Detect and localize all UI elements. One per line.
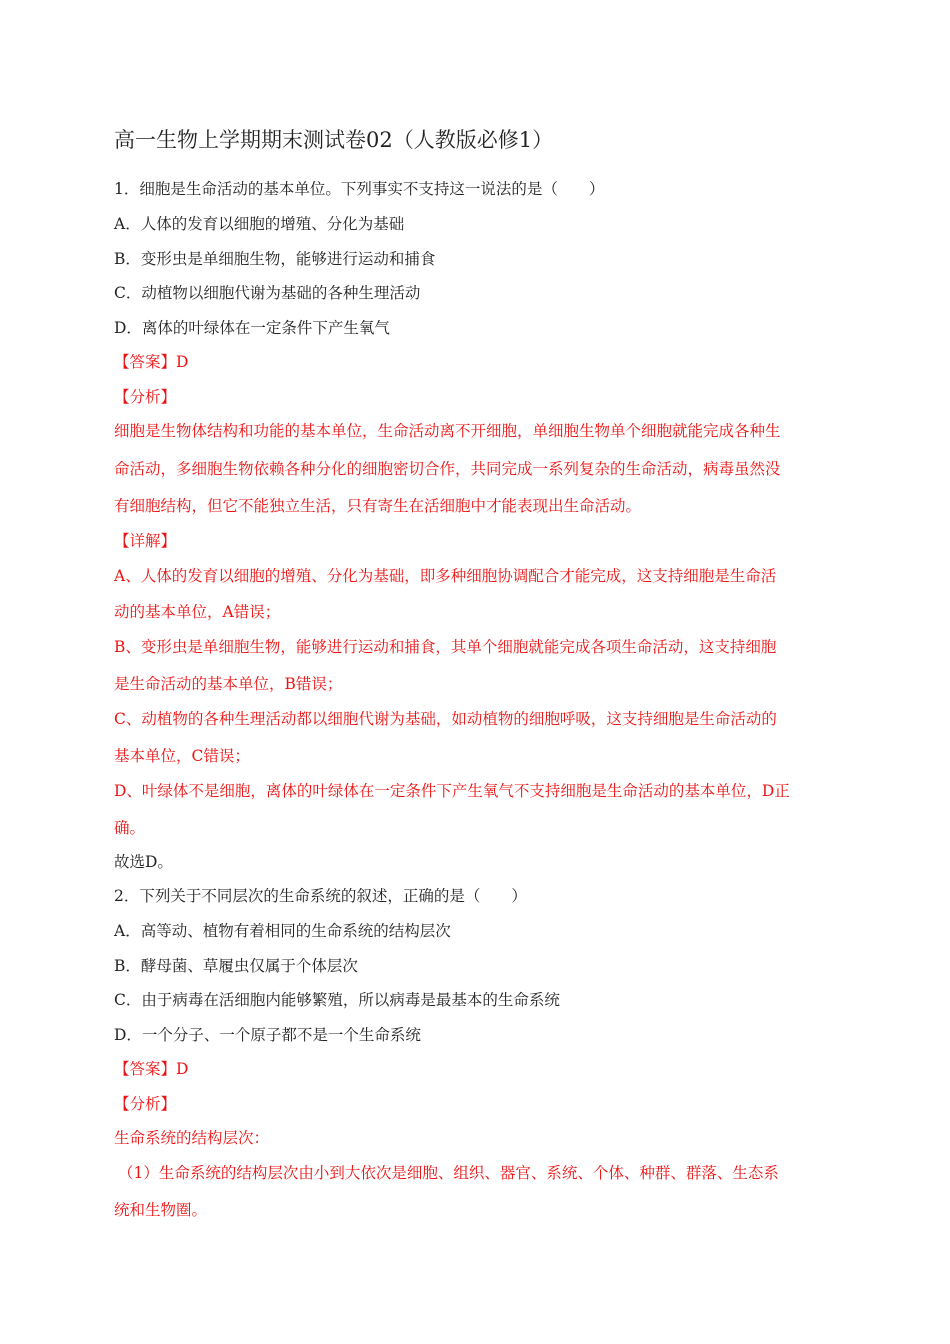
question-1-detail-line: 基本单位，C错误； bbox=[114, 747, 250, 765]
question-1-answer bbox=[114, 352, 188, 372]
question-2-answer bbox=[114, 1059, 188, 1079]
question-1-analysis-label: 【分析】 bbox=[114, 388, 177, 406]
question-1-option-d: D．离体的叶绿体在一定条件下产生氧气 bbox=[114, 319, 390, 337]
question-2-analysis-line: （1）生命系统的结构层次由小到大依次是细胞、组织、器官、系统、个体、种群、群落、生态系 bbox=[118, 1164, 779, 1182]
question-2-option-d: D．一个分子、一个原子都不是一个生命系统 bbox=[114, 1026, 421, 1044]
question-1-analysis-line: 细胞是生物体结构和功能的基本单位，生命活动离不开细胞，单细胞生物单个细胞就能完成各种生 bbox=[114, 422, 781, 440]
question-2-option-b: B．酵母菌、草履虫仅属于个体层次 bbox=[114, 957, 358, 975]
question-2-analysis-label: 【分析】 bbox=[114, 1095, 177, 1113]
question-1-detail-line: D、叶绿体不是细胞，离体的叶绿体在一定条件下产生氧气不支持细胞是生命活动的基本单位，D正 bbox=[114, 782, 790, 800]
question-2-option-a: A．高等动、植物有着相同的生命系统的结构层次 bbox=[114, 922, 451, 940]
question-1-analysis-line: 命活动，多细胞生物依赖各种分化的细胞密切合作，共同完成一系列复杂的生命活动，病毒虽然没 bbox=[114, 460, 781, 478]
question-1-detail-line: C、动植物的各种生理活动都以细胞代谢为基础，如动植物的细胞呼吸，这支持细胞是生命活动的 bbox=[114, 710, 777, 728]
question-2-analysis-line: 统和生物圈。 bbox=[114, 1201, 208, 1219]
question-1-conclusion: 故选D。 bbox=[114, 853, 173, 871]
question-1-option-a: A．人体的发育以细胞的增殖、分化为基础 bbox=[114, 215, 405, 233]
question-1-stem: 1．细胞是生命活动的基本单位。下列事实不支持这一说法的是（ ） bbox=[114, 180, 605, 198]
question-1-option-c: C．动植物以细胞代谢为基础的各种生理活动 bbox=[114, 284, 421, 302]
question-2-stem: 2．下列关于不同层次的生命系统的叙述，正确的是（ ） bbox=[114, 887, 527, 905]
answer-label: 【答案】 bbox=[114, 353, 177, 371]
question-1-analysis-line: 有细胞结构，但它不能独立生活，只有寄生在活细胞中才能表现出生命活动。 bbox=[114, 497, 642, 515]
question-1-detail-line: A、人体的发育以细胞的增殖、分化为基础，即多种细胞协调配合才能完成，这支持细胞是生命活 bbox=[114, 567, 777, 585]
question-2-analysis-line: 生命系统的结构层次： bbox=[114, 1129, 270, 1147]
question-1-detail-line: 是生命活动的基本单位，B错误； bbox=[114, 675, 343, 693]
question-1-detail-line: 确。 bbox=[114, 819, 146, 837]
question-1-option-b: B．变形虫是单细胞生物，能够进行运动和捕食 bbox=[114, 250, 436, 268]
answer-value: D bbox=[176, 1060, 189, 1078]
document-title: 高一生物上学期期末测试卷02（人教版必修1） bbox=[114, 128, 554, 152]
answer-value: D bbox=[176, 353, 189, 371]
question-1-detail-line: B、变形虫是单细胞生物，能够进行运动和捕食，其单个细胞就能完成各项生命活动，这支持细胞 bbox=[114, 638, 777, 656]
question-2-option-c: C．由于病毒在活细胞内能够繁殖，所以病毒是最基本的生命系统 bbox=[114, 991, 560, 1009]
answer-label: 【答案】 bbox=[114, 1060, 177, 1078]
question-1-detail-line: 动的基本单位，A错误； bbox=[114, 603, 281, 621]
question-1-detail-label: 【详解】 bbox=[114, 532, 177, 550]
